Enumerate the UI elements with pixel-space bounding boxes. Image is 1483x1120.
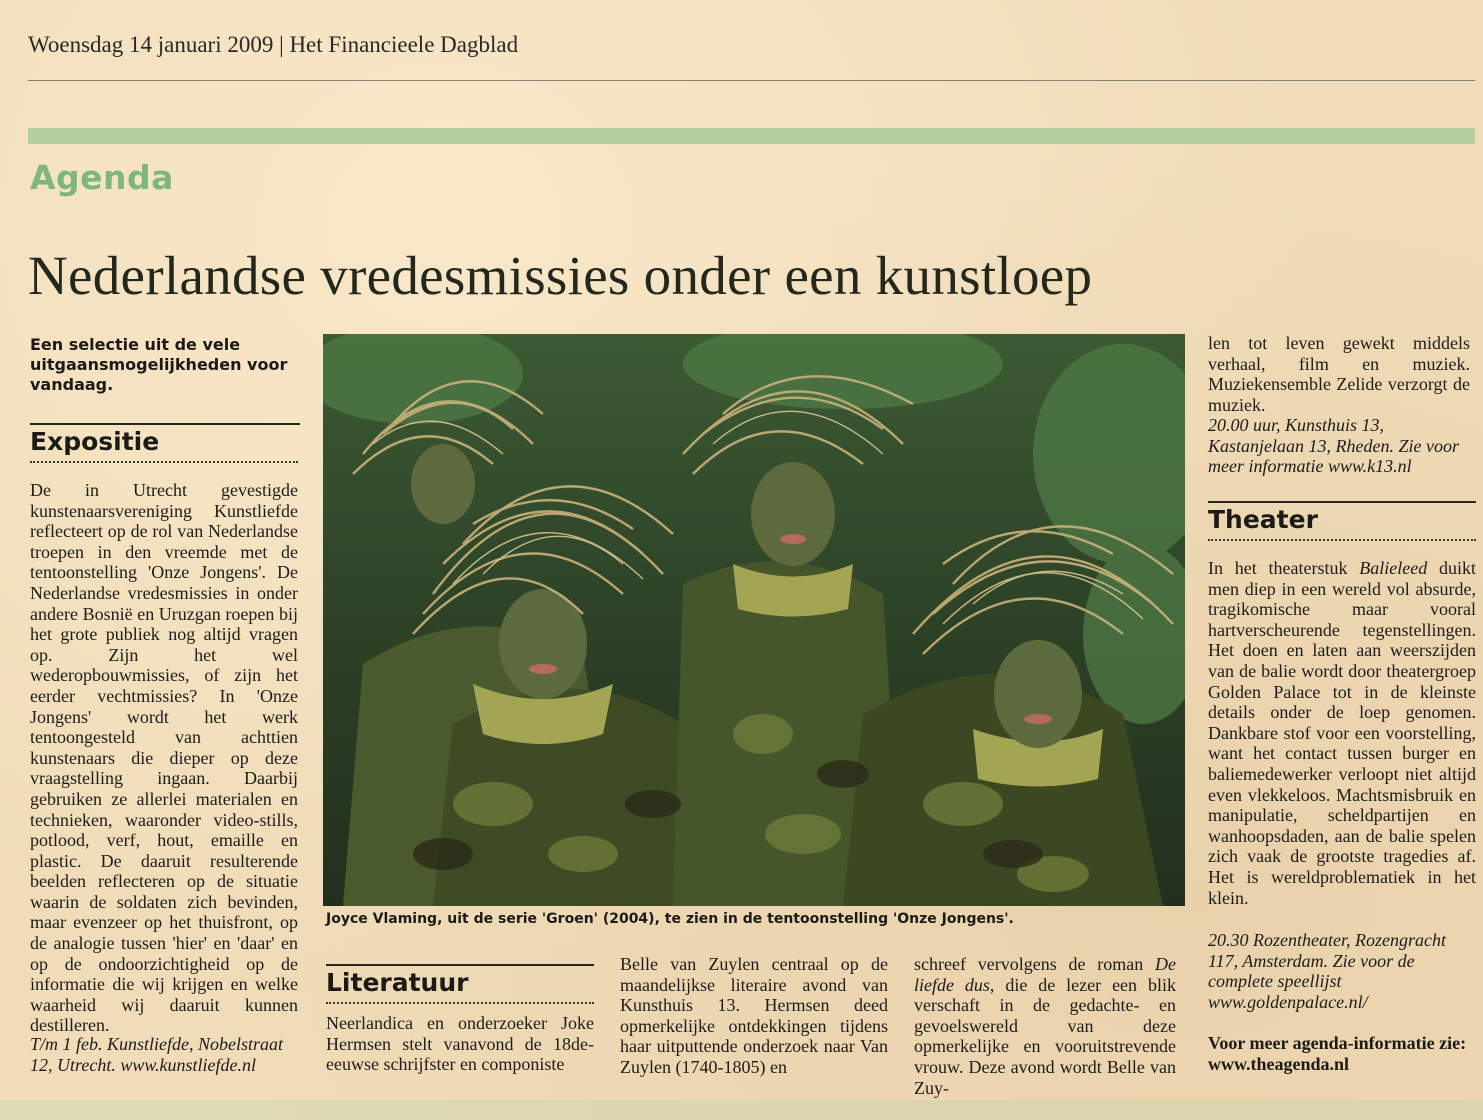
headline: Nederlandse vredesmissies onder een kunstloep <box>28 245 1093 306</box>
literatuur-info: 20.00 uur, Kunsthuis 13, Kastanjelaan 13, Rheden. Zie voor meer informatie www.k13.nl <box>1208 415 1459 477</box>
bottom-edge-tint <box>0 1100 1483 1120</box>
literatuur-rule <box>326 964 594 966</box>
theater-heading: Theater <box>1208 505 1318 534</box>
literatuur-col3: schreef vervolgens de roman De liefde dus, die de lezer een blik verschaft in de gedachte- en gevoelswereld van deze opmerkelijke en vooruitstrevende vrouw. Deze avond wordt Belle van Zuy- <box>914 954 1176 1098</box>
expositie-info: T/m 1 feb. Kunstliefde, Nobelstraat 12, Utrecht. www.kunstliefde.nl <box>30 1034 284 1075</box>
theater-body: In het theaterstuk Balieleed duikt men diep in een wereld vol absurde, tragikomische maar vooral hartverscheurende tegenstellingen. Het doen en laten aan weerszijden van de balie wordt door theatergroep Golden Palace tot in de kleinste details onder de loep genomen. Dankbare stof voor een voorstelling, want het contact tussen burger en baliemedewerker verloopt niet altijd even vlekkeloos. Machtsmisbruik en manipulatie, scheldpartijen en wanhoopsdaden, aan de balie spelen zich vaak de grootste tragedies af. Het is wereldproblematiek in het klein. <box>1208 558 1476 908</box>
literatuur-dotted-rule <box>326 1002 594 1004</box>
literatuur-col2: Belle van Zuylen centraal op de maandelijkse literaire avond van Kunsthuis 13. Hermsen deed opmerkelijke ontdekkingen tijdens haar uitputtende onderzoek naar Van Zuylen (1740-1805) en <box>620 954 888 1077</box>
section-title: Agenda <box>30 158 174 197</box>
camouflage-soldiers-image <box>323 334 1185 906</box>
section-color-bar <box>28 128 1475 144</box>
theater-dotted-rule <box>1208 539 1476 541</box>
more-agenda-info: Voor meer agenda-informatie zie: www.theagenda.nl <box>1208 1033 1467 1074</box>
literatuur-col1: Neerlandica en onderzoeker Joke Hermsen stelt vanavond de 18de-eeuwse schrijfster en componiste <box>326 1013 594 1075</box>
photo-caption: Joyce Vlaming, uit de serie 'Groen' (2004), te zien in de tentoonstelling 'Onze Jongens'. <box>326 911 1014 927</box>
expositie-dotted-rule <box>30 461 298 463</box>
dateline: Woensdag 14 januari 2009 | Het Financieele Dagblad <box>28 32 519 57</box>
expositie-heading: Expositie <box>30 427 160 456</box>
literatuur-heading: Literatuur <box>326 968 469 997</box>
theater-rule <box>1208 501 1476 503</box>
expositie-rule <box>30 423 300 425</box>
intro-text: Een selectie uit de vele uitgaansmogelijkheden voor vandaag. <box>30 335 288 394</box>
top-rule <box>28 80 1475 81</box>
expositie-body: De in Utrecht gevestigde kunstenaarsvereniging Kunstliefde reflecteert op de rol van Nederlandse troepen in den vreemde met de tentoonstelling 'Onze Jongens'. De Nederlandse vredesmissies in onder andere Bosnië en Uruzgan roepen bij het grote publiek nog altijd vragen op. Zijn het wel wederopbouwmissies, of zijn het eerder vechtmissies? In 'Onze Jongens' wordt het werk tentoongesteld van achttien kunstenaars die dieper op deze vraagstelling ingaan. Daarbij gebruiken ze allerlei materialen en technieken, waaronder video-stills, potlood, verf, hout, emaille en plastic. De daaruit resulterende beelden reflecteren op de situatie waarin de soldaten zich bevinden, maar evenzeer op het thuisfront, op de analogie tussen 'hier' en 'daar' en op de ondoorzichtigheid op de informatie die wij krijgen en welke waarheid wij daaruit kunnen destilleren. <box>30 480 298 1036</box>
theater-info: 20.30 Rozentheater, Rozengracht 117, Amsterdam. Zie voor de complete speellijst www.goldenpalace.nl/ <box>1208 930 1446 1012</box>
soldiers-photo <box>323 334 1185 906</box>
literatuur-col4: len tot leven gewekt middels verhaal, film en muziek. Muziekensemble Zelide verzorgt de muziek. <box>1208 333 1470 415</box>
